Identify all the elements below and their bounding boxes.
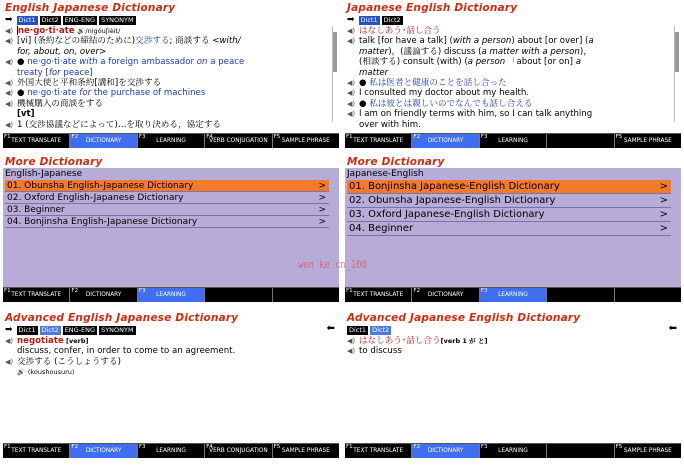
example-translation: I consulted my doctor about my health.: [359, 88, 530, 99]
list-item[interactable]: [5, 192, 329, 204]
fkey-label: DICTIONARY: [85, 448, 122, 454]
panel-title: Japanese English Dictionary: [347, 2, 518, 14]
tab-dict2[interactable]: Dict2: [41, 15, 59, 24]
fkey-label: DICTIONARY: [427, 292, 464, 298]
tab-synonym[interactable]: SYNONYM: [101, 15, 134, 24]
definition-text: talk [for have a talk] (: [359, 36, 453, 47]
fkey-label: LEARNING: [156, 138, 186, 144]
function-key-bar: [345, 287, 681, 302]
list-item[interactable]: [347, 194, 671, 208]
list-item[interactable]: [347, 208, 671, 222]
fkey-label: [547, 137, 613, 138]
fkey-dictionary[interactable]: [412, 288, 479, 302]
fkey-label: SAMPLE PHRASE: [623, 448, 672, 454]
headword: ne·go·ti·ate: [18, 26, 75, 36]
definition-text: ; 商談する <: [169, 36, 220, 47]
fkey-number: F3: [480, 288, 488, 294]
fkey-number: F1: [4, 444, 11, 450]
list-item-label: 03. Oxford Japanese-English Dictionary: [349, 209, 545, 220]
headword: negotiate: [17, 336, 64, 346]
entry-content: [347, 336, 671, 357]
definition-italic: matter: [359, 46, 389, 57]
fkey-number: F3: [138, 134, 146, 140]
fkey-label: SAMPLE PHRASE: [623, 138, 672, 144]
scrollbar[interactable]: [332, 26, 337, 122]
example-italic: for: [48, 67, 61, 78]
fkey-label: LEARNING: [498, 448, 528, 454]
headword: はなしあう･話し合う: [359, 26, 441, 36]
fkey-label: VERB CONJUGATION: [209, 448, 268, 454]
definition-italic: a person: [467, 57, 506, 68]
fkey-number: F3: [138, 444, 146, 450]
tab-dict1[interactable]: Dict1: [349, 325, 367, 334]
speaker-icon[interactable]: ◀): [347, 110, 356, 119]
english-japanese-dictionary-panel: [3, 2, 339, 148]
definition-text: ) about [or over] (: [511, 36, 589, 47]
list-item-label: 04. Beginner: [349, 223, 414, 234]
example-headword: ne·go·ti·ate: [27, 57, 77, 68]
fkey-verb-conjugation[interactable]: [205, 444, 272, 458]
scrollbar-thumb[interactable]: [675, 32, 679, 72]
fkey-sample-phrase[interactable]: [615, 444, 681, 458]
fkey-label: DICTIONARY: [427, 138, 464, 144]
scrollbar[interactable]: [674, 26, 679, 122]
definition-italic: with a person: [452, 36, 512, 47]
chevron-right-icon: >: [659, 209, 668, 220]
fkey-number: F2: [71, 288, 79, 294]
example-italic: on: [196, 57, 208, 68]
speaker-icon[interactable]: ◀): [347, 347, 356, 356]
function-key-bar: [3, 443, 339, 458]
speaker-icon[interactable]: ◀): [5, 337, 14, 345]
fkey-number: F4: [206, 134, 213, 140]
speaker-icon[interactable]: ◀): [5, 37, 14, 46]
speaker-icon[interactable]: ◀): [5, 79, 14, 88]
tab-synonym[interactable]: SYNONYM: [101, 325, 134, 334]
fkey-learning[interactable]: [138, 444, 205, 458]
panel-title: Advanced Japanese English Dictionary: [347, 312, 581, 324]
entry-content: ◀) ne·go·ti·ate 🔊/nigóuʃièit/ ◀) [vi] (条約などの締結のために)交渉する; 商談する <with/ for, about, on, over> ◀) ● ne·go·ti·ate with a foreign ambassador on a peace treaty [for peace] ◀) 外国大使と平和条約[講和]を交渉する ◀) ● ne·go·ti·ate for the purchase of machines ◀) 機械購入の商談をする [vt] ◀) 1 (交渉協議などによって)…を取り決める，協定する: [5, 26, 245, 130]
fkey-number: F5: [615, 444, 623, 450]
fkey-label: DICTIONARY: [427, 448, 464, 454]
japanese-english-dictionary-panel: [345, 2, 681, 148]
fkey-label: LEARNING: [156, 448, 186, 454]
dictionary-list: [347, 180, 671, 236]
arrow-right-icon[interactable]: ➡: [5, 324, 13, 335]
fkey-label: TEXT TRANSLATE: [353, 292, 404, 298]
tab-dict2[interactable]: Dict2: [41, 325, 59, 334]
more-dictionary-english-panel: [3, 156, 339, 302]
fkey-label: LEARNING: [498, 138, 528, 144]
definition-italic: a: [588, 36, 594, 47]
definition-text: (相談する): [359, 57, 401, 68]
fkey-label: TEXT TRANSLATE: [11, 292, 62, 298]
fkey-label: TEXT TRANSLATE: [353, 448, 404, 454]
list-item[interactable]: [5, 180, 329, 192]
pos-label: [vt]: [17, 109, 35, 120]
fkey-number: F1: [346, 444, 353, 450]
definition-text: 「about [or on]: [505, 57, 576, 68]
sound-icon[interactable]: 🔊: [77, 27, 86, 35]
fkey-label: SAMPLE PHRASE: [281, 138, 330, 144]
chevron-right-icon: >: [659, 223, 668, 234]
panel-title: More Dictionary: [3, 156, 339, 168]
fkey-empty: [205, 288, 272, 302]
fkey-sample-phrase[interactable]: [273, 134, 339, 148]
chevron-right-icon: >: [659, 181, 668, 192]
tab-eng-eng[interactable]: ENG-ENG: [64, 15, 96, 24]
fkey-learning[interactable]: [480, 444, 547, 458]
fkey-label: SAMPLE PHRASE: [281, 448, 330, 454]
chevron-right-icon: >: [318, 181, 326, 191]
speaker-icon[interactable]: ◀): [347, 79, 356, 88]
example-text: peace]: [60, 67, 93, 78]
fkey-label: TEXT TRANSLATE: [353, 138, 404, 144]
example-translation: over with him.: [359, 119, 421, 130]
function-key-bar: [345, 443, 681, 458]
list-item-label: 04. Bonjinsha English-Japanese Dictionary: [7, 217, 198, 227]
entry-content: [5, 336, 329, 378]
speaker-icon[interactable]: ◀): [347, 337, 356, 345]
tab-dict1[interactable]: Dict1: [18, 15, 36, 24]
entry-content: ◀) はなしあう･話し合う ◀) talk [for have a talk] (with a person) about [or over] (a matter)，(議論する) discuss (a matter with a person)， (相談する) consult (with) (a person 「about [or on] a matter ◀) ● 私は医者と健康のことを話し合った ◀) I consulted my doctor about my health. ◀) ● 私は彼とは親しいのでなんでも話し合える ◀) I am on friendly terms with him, so I can talk anything over with him.: [347, 26, 594, 130]
menu-heading: Japanese-English: [347, 169, 424, 179]
arrow-left-icon[interactable]: ⬅: [668, 323, 677, 334]
arrow-right-icon[interactable]: ➡: [5, 14, 13, 25]
speaker-icon[interactable]: ◀): [347, 99, 356, 108]
example-translation: I am on friendly terms with him, so I can talk anything: [359, 109, 593, 120]
fkey-number: F4: [206, 444, 213, 450]
example-translation: 外国大使と平和条約[講和]を交渉する: [17, 78, 162, 89]
fkey-label: LEARNING: [498, 292, 528, 298]
definition-text: [vi] (条約などの締結のために): [17, 36, 136, 47]
pronunciation: /nigóuʃièit/: [85, 27, 121, 35]
definition-text: (議論する): [400, 46, 442, 57]
fkey-text-translate[interactable]: [345, 444, 412, 458]
advanced-japanese-english-panel: [345, 312, 681, 458]
definition-italic: for, about, on, over>: [17, 46, 107, 57]
fkey-label: VERB CONJUGATION: [209, 138, 268, 144]
fkey-label: DICTIONARY: [85, 292, 122, 298]
definition-text: to discuss: [359, 346, 402, 357]
panel-title: Advanced English Japanese Dictionary: [5, 312, 239, 324]
menu-heading: English-Japanese: [5, 169, 83, 179]
speaker-icon[interactable]: ◀): [5, 58, 14, 67]
fkey-dictionary[interactable]: [70, 288, 137, 302]
fkey-empty: [615, 288, 681, 302]
chevron-right-icon: >: [318, 217, 326, 227]
fkey-number: F2: [71, 444, 79, 450]
fkey-sample-phrase[interactable]: [273, 444, 339, 458]
fkey-number: F2: [71, 134, 79, 140]
speaker-icon[interactable]: ◀): [5, 99, 14, 108]
example-text: the purchase of machines: [91, 88, 206, 99]
fkey-empty: [273, 288, 339, 302]
sound-icon[interactable]: 🔊: [17, 368, 26, 377]
fkey-text-translate[interactable]: [345, 288, 412, 302]
function-key-bar: [3, 287, 339, 302]
tab-eng-eng[interactable]: ENG-ENG: [64, 325, 96, 334]
speaker-icon[interactable]: ◀): [347, 27, 356, 35]
fkey-label: [615, 291, 681, 292]
definition-text: )，: [388, 46, 401, 57]
example-japanese: 私は医者と健康のことを話し合った: [369, 78, 507, 89]
fkey-dictionary[interactable]: [412, 444, 479, 458]
speaker-icon[interactable]: ◀): [347, 37, 356, 46]
list-item[interactable]: [347, 222, 671, 236]
example-translation: 機械購入の商談をする: [17, 98, 103, 109]
fkey-label: TEXT TRANSLATE: [11, 448, 62, 454]
list-item[interactable]: [5, 216, 329, 228]
dict-tabs: [5, 325, 136, 335]
list-item-label: 02. Oxford English-Japanese Dictionary: [7, 193, 184, 203]
fkey-number: F2: [413, 288, 421, 294]
fkey-label: LEARNING: [156, 292, 186, 298]
fkey-dictionary[interactable]: [70, 134, 137, 148]
japanese-translation: 交渉する (こうしょうする): [17, 356, 121, 367]
list-item[interactable]: [347, 180, 671, 194]
function-key-bar: [345, 133, 681, 148]
fkey-learning[interactable]: [138, 288, 205, 302]
tab-dict2[interactable]: Dict2: [383, 15, 401, 24]
fkey-dictionary[interactable]: [70, 444, 137, 458]
fkey-empty: [547, 444, 614, 458]
speaker-icon[interactable]: ◀): [5, 27, 14, 35]
fkey-number: F5: [615, 134, 623, 140]
speaker-icon[interactable]: ◀): [5, 120, 14, 129]
dict-tabs: [347, 325, 391, 335]
example-italic: for: [76, 88, 92, 99]
dict-tabs: [347, 15, 403, 25]
definition-text: 1 (交渉協議などによって)…を取り決める，協定する: [17, 119, 221, 130]
advanced-english-japanese-panel: [3, 312, 339, 458]
chevron-right-icon: >: [318, 193, 326, 203]
scrollbar-thumb[interactable]: [333, 32, 337, 72]
panel-title: English Japanese Dictionary: [5, 2, 176, 14]
example-text: a peace: [207, 57, 245, 68]
pos-label: [verb]: [63, 337, 89, 345]
fkey-empty: [547, 288, 614, 302]
arrow-left-icon[interactable]: ⬅: [326, 323, 335, 334]
panel-title: More Dictionary: [345, 156, 681, 168]
speaker-icon[interactable]: ◀): [347, 89, 356, 98]
example-japanese: 私は彼とは親しいのでなんでも話し合える: [369, 98, 533, 109]
speaker-icon[interactable]: ◀): [5, 357, 14, 366]
dictionary-list: [5, 180, 329, 228]
list-item-label: 01. Bonjinsha Japanese-English Dictionary: [349, 181, 560, 192]
fkey-number: F1: [4, 134, 11, 140]
fkey-number: F1: [4, 288, 11, 294]
fkey-empty: [547, 134, 614, 148]
fkey-text-translate[interactable]: [3, 288, 70, 302]
fkey-text-translate[interactable]: [3, 444, 70, 458]
fkey-dictionary[interactable]: [412, 134, 479, 148]
definition-italic: a: [575, 57, 581, 68]
fkey-verb-conjugation[interactable]: [205, 134, 272, 148]
definition-text: discuss, confer, in order to come to an agreement.: [17, 346, 236, 357]
fkey-number: F3: [480, 444, 488, 450]
fkey-number: F5: [273, 134, 281, 140]
tab-dict2[interactable]: Dict2: [372, 325, 390, 334]
definition-text: consult (with) (: [400, 57, 468, 68]
fkey-label: [273, 291, 339, 292]
function-key-bar: [3, 133, 339, 148]
speaker-icon[interactable]: ◀): [5, 89, 14, 98]
tab-dict1[interactable]: Dict1: [360, 15, 378, 24]
more-dictionary-japanese-panel: [345, 156, 681, 302]
chevron-right-icon: >: [318, 205, 326, 215]
example-headword: ne·go·ti·ate: [27, 88, 77, 99]
fkey-label: [205, 291, 271, 292]
fkey-number: F1: [346, 134, 353, 140]
fkey-number: F2: [413, 134, 421, 140]
headword: はなしあう･話し合う: [359, 336, 441, 346]
fkey-number: F1: [346, 288, 353, 294]
example-italic: with: [76, 57, 98, 68]
arrow-right-icon[interactable]: ➡: [347, 14, 355, 25]
definition-italic: matter: [359, 67, 389, 78]
watermark-text: wen ke cn_100: [298, 258, 367, 271]
list-item[interactable]: [5, 204, 329, 216]
definition-text: )，: [579, 46, 592, 57]
definition-text: discuss (: [441, 46, 482, 57]
fkey-number: F3: [138, 288, 146, 294]
pos-label: [verb 1 が と]: [440, 337, 488, 345]
list-item-label: 01. Obunsha English-Japanese Dictionary: [7, 181, 194, 191]
fkey-learning[interactable]: [138, 134, 205, 148]
romaji-reading: (koushousuru): [27, 368, 75, 377]
list-item-label: 02. Obunsha Japanese-English Dictionary: [349, 195, 556, 206]
example-text: treaty [: [17, 67, 49, 78]
fkey-text-translate[interactable]: [345, 134, 412, 148]
fkey-number: F2: [413, 444, 421, 450]
list-item-label: 03. Beginner: [7, 205, 65, 215]
fkey-sample-phrase[interactable]: [615, 134, 681, 148]
fkey-number: F5: [273, 444, 281, 450]
tab-dict1[interactable]: Dict1: [18, 325, 36, 334]
definition-italic: with/: [219, 36, 241, 47]
fkey-label: DICTIONARY: [85, 138, 122, 144]
fkey-label: TEXT TRANSLATE: [11, 138, 62, 144]
fkey-learning[interactable]: [480, 134, 547, 148]
fkey-learning[interactable]: [480, 288, 547, 302]
example-text: a foreign ambassador: [97, 57, 197, 68]
definition-italic: a matter with a person: [481, 46, 580, 57]
fkey-number: F3: [480, 134, 488, 140]
definition-highlight: 交渉する: [135, 36, 170, 47]
fkey-label: [547, 291, 613, 292]
dict-tabs: [5, 15, 136, 25]
chevron-right-icon: >: [659, 195, 668, 206]
fkey-label: [547, 447, 613, 448]
fkey-text-translate[interactable]: [3, 134, 70, 148]
